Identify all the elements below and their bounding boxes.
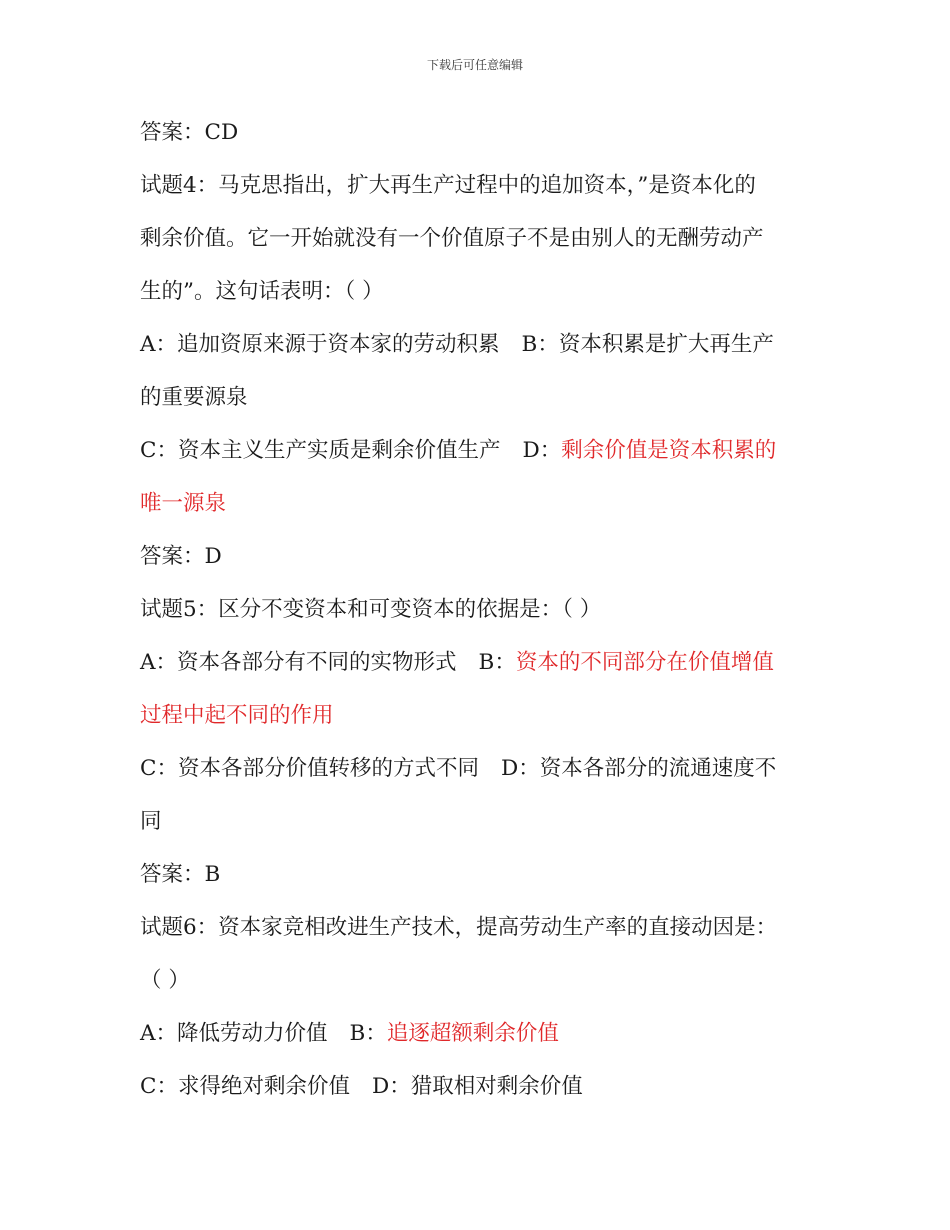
highlighted-answer-text: 资本的不同部分在价值增值 bbox=[515, 650, 774, 675]
text-line bbox=[140, 424, 812, 477]
line-text: 答案：D bbox=[140, 544, 222, 569]
text-line bbox=[140, 371, 812, 424]
page-header: 下载后可任意编辑 bbox=[426, 58, 523, 72]
text-line bbox=[140, 1007, 812, 1060]
line-text: 同 bbox=[140, 809, 162, 834]
text-line bbox=[140, 530, 812, 583]
line-text: 的重要源泉 bbox=[140, 385, 248, 410]
text-line bbox=[140, 106, 812, 159]
line-text: 剩余价值。它一开始就没有一个价值原子不是由别人的无酬劳动产 bbox=[140, 226, 764, 251]
line-text: D：资本各部分的流通速度不 bbox=[500, 756, 777, 781]
line-text: B：资本积累是扩大再生产 bbox=[521, 332, 774, 357]
text-line bbox=[140, 901, 812, 954]
line-text: C：资本主义生产实质是剩余价值生产 bbox=[140, 438, 501, 463]
highlighted-answer-text: 剩余价值是资本积累的 bbox=[561, 438, 777, 463]
line-text: C：资本各部分价值转移的方式不同 bbox=[140, 756, 479, 781]
document-body bbox=[140, 106, 812, 1113]
text-line bbox=[140, 795, 812, 848]
line-text: C：求得绝对剩余价值 bbox=[140, 1074, 350, 1099]
text-line bbox=[140, 477, 812, 530]
highlighted-answer-text: 唯一源泉 bbox=[140, 491, 227, 516]
line-text: D： bbox=[522, 438, 562, 463]
line-text: A：资本各部分有不同的实物形式 bbox=[140, 650, 457, 675]
line-text: 答案：B bbox=[140, 862, 221, 887]
text-line bbox=[140, 583, 812, 636]
line-text: A：追加资原来源于资本家的劳动积累 bbox=[140, 332, 500, 357]
text-line bbox=[140, 742, 812, 795]
text-line bbox=[140, 318, 812, 371]
line-text: B： bbox=[478, 650, 516, 675]
text-line bbox=[140, 1060, 812, 1113]
line-text: 生的”。这句话表明：（ ） bbox=[140, 279, 384, 304]
text-line bbox=[140, 265, 812, 318]
line-text: 试题4：马克思指出，扩大再生产过程中的追加资本，”是资本化的 bbox=[140, 173, 756, 198]
line-text: 试题5：区分不变资本和可变资本的依据是：（ ） bbox=[140, 597, 602, 622]
highlighted-answer-text: 过程中起不同的作用 bbox=[140, 703, 334, 728]
text-line bbox=[140, 954, 812, 1007]
line-text: 试题6：资本家竞相改进生产技术，提高劳动生产率的直接动因是： bbox=[140, 915, 778, 940]
line-text: （ ） bbox=[140, 968, 190, 993]
text-line bbox=[140, 159, 812, 212]
highlighted-answer-text: 追逐超额剩余价值 bbox=[386, 1021, 559, 1046]
line-text: B： bbox=[349, 1021, 387, 1046]
text-line bbox=[140, 212, 812, 265]
line-text: 答案：CD bbox=[140, 120, 239, 145]
line-text: D：猎取相对剩余价值 bbox=[371, 1074, 583, 1099]
text-line bbox=[140, 636, 812, 689]
line-text: A：降低劳动力价值 bbox=[140, 1021, 328, 1046]
text-line bbox=[140, 689, 812, 742]
text-line bbox=[140, 848, 812, 901]
